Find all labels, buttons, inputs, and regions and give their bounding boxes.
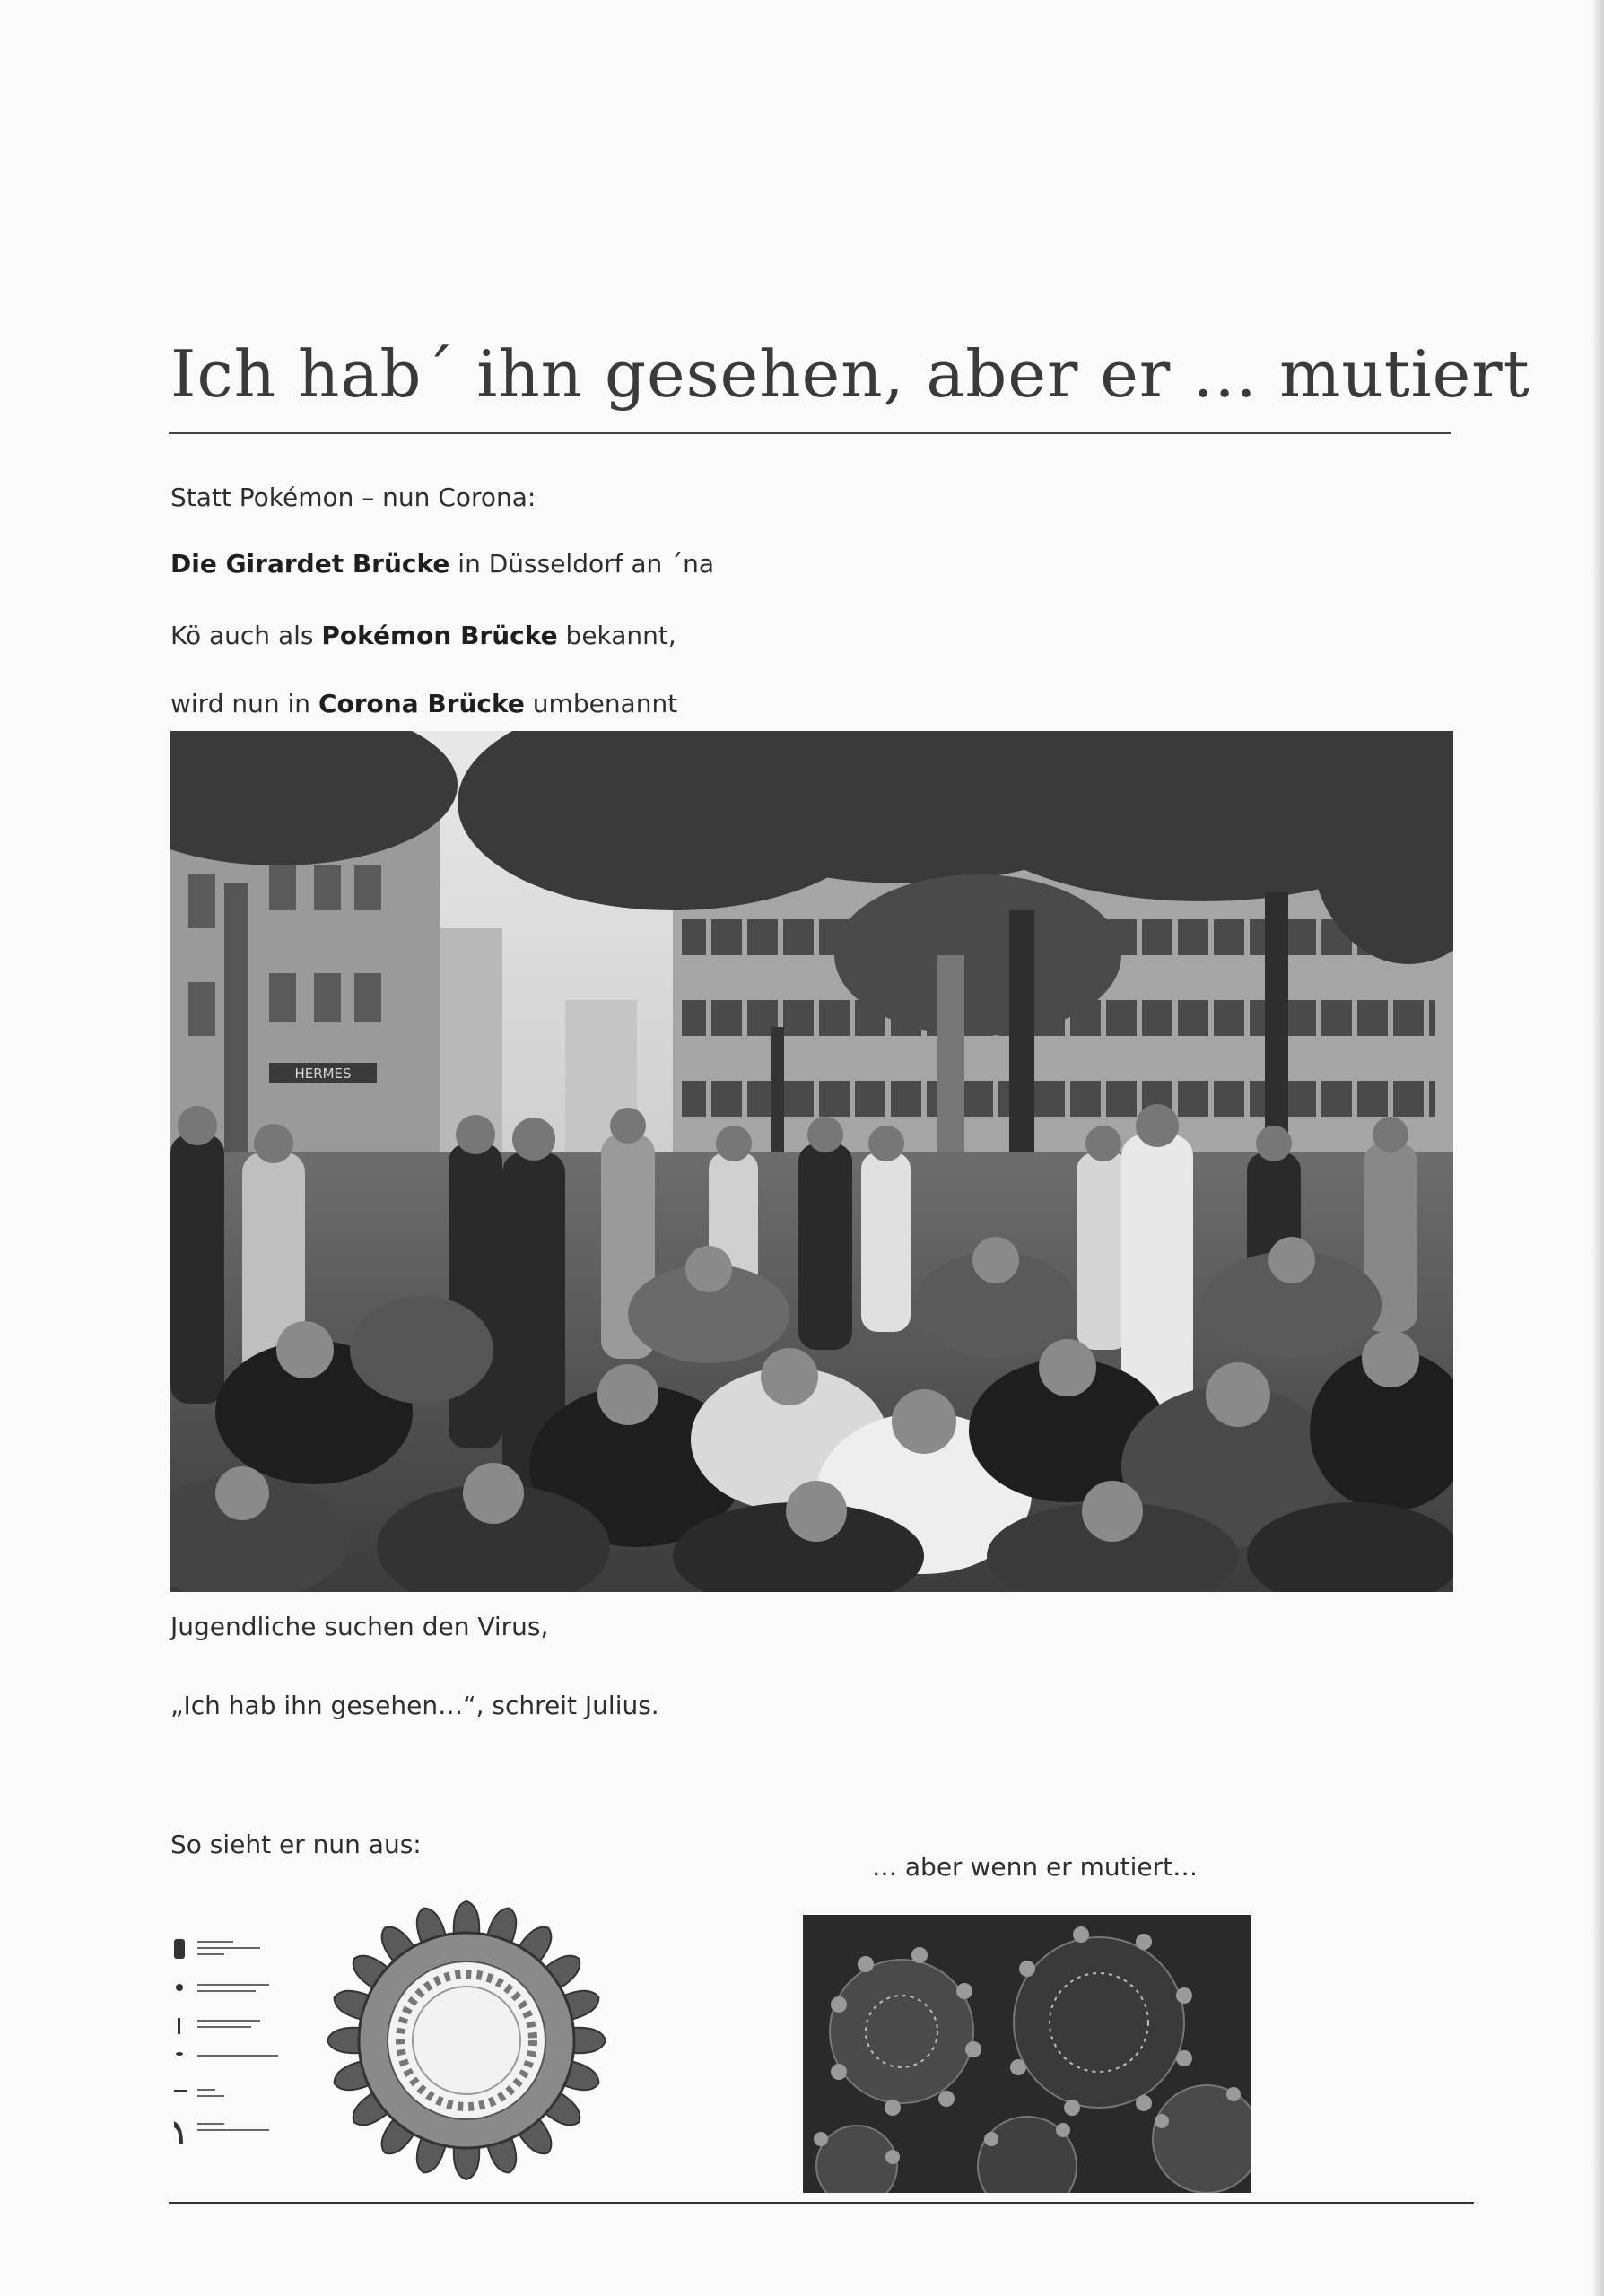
intro-line-4-pre: wird nun in (170, 689, 318, 718)
intro-line-1: Statt Pokémon – nun Corona: (170, 483, 536, 512)
pokemon-bridge-name: Pokémon Brücke (321, 621, 558, 650)
crowd-photo-illustration (170, 731, 1453, 1592)
title-underline (169, 432, 1451, 434)
corona-bridge-name: Corona Brücke (318, 689, 525, 718)
shop-sign: HERMES (294, 1065, 352, 1082)
left-caption: So sieht er nun aus: (170, 1830, 422, 1859)
bridge-name: Die Girardet Brücke (170, 549, 450, 578)
intro-line-2 (170, 549, 714, 578)
virus-diagram-graphic (170, 1892, 619, 2188)
bottom-divider (169, 2202, 1474, 2204)
intro-line-3-post: bekannt, (557, 621, 676, 650)
crowd-photo (170, 731, 1453, 1592)
page-title: Ich hab´ ihn gesehen, aber er … mutiert (170, 336, 1530, 412)
intro-line-3-pre: Kö auch als (170, 621, 322, 650)
mutated-virus-image (803, 1915, 1251, 2193)
intro-line-4-post: umbenannt (524, 689, 678, 718)
caption-line-1: Jugendliche suchen den Virus, (170, 1612, 549, 1641)
page-edge-shadow (1591, 0, 1604, 2296)
intro-line-3 (170, 621, 676, 650)
intro-line-4 (170, 689, 677, 718)
right-caption: … aber wenn er mutiert… (872, 1852, 1199, 1882)
intro-line-2-rest: in Düsseldorf an ´na (449, 549, 715, 578)
caption-line-2: „Ich hab ihn gesehen…“, schreit Julius. (170, 1691, 659, 1720)
mutated-virus-graphic (803, 1915, 1251, 2193)
virus-structure-diagram (170, 1892, 619, 2188)
